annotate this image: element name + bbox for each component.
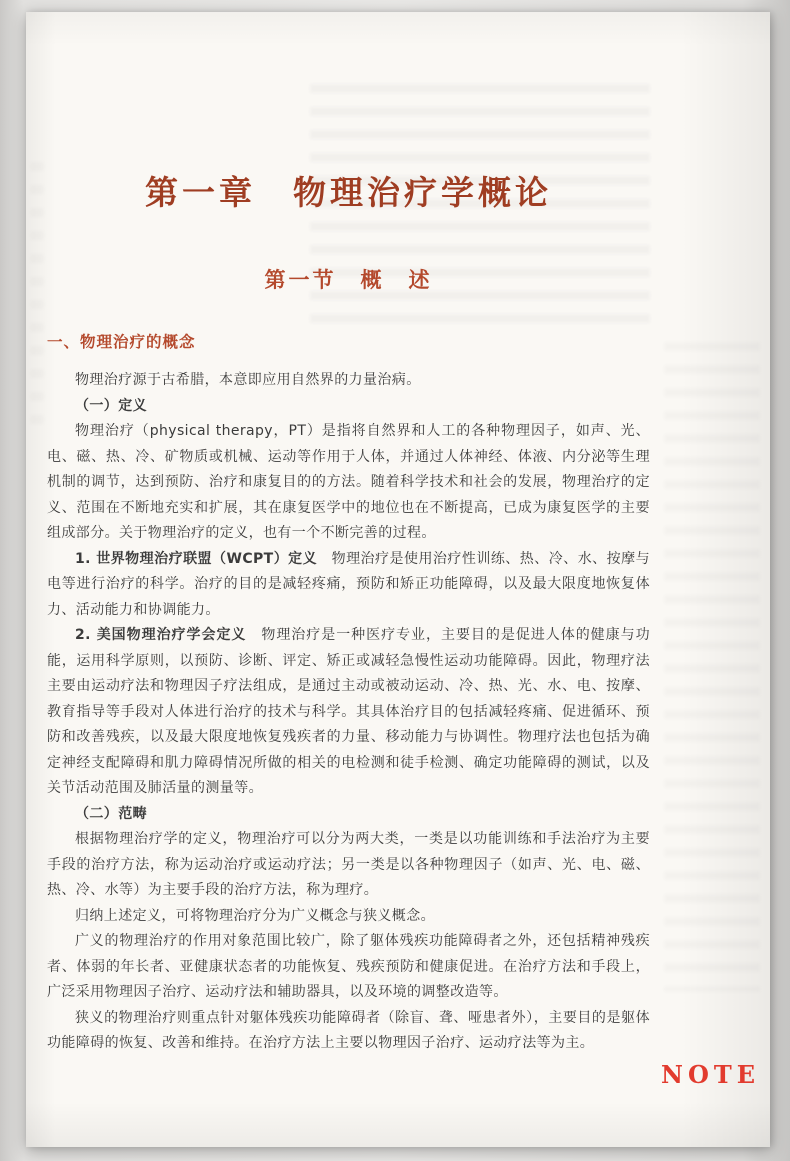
- apta-definition-lead: 2. 美国物理治疗学会定义: [75, 627, 247, 643]
- apta-definition-text: 物理治疗是一种医疗专业，主要目的是促进人体的健康与功能，运用科学原则，以预防、诊断、评定、矫正或减轻急慢性运动功能障碍。因此，物理疗法主要由运动疗法和物理因子疗法组成，是通过主动或被动运动、冷、热、光、水、电、按摩、教育指导等手段对人体进行治疗的技术与科学。其具体治疗目的包括减轻疼痛、促进循环、预防和改善残疾，以及最大限度地恢复残疾者的力量、移动能力与协调性。物理疗法也包括为确定神经支配障碍和肌力障碍情况所做的相关的电检测和徒手检测、确定功能障碍的测试，以及关节活动范围及肺活量的测量等。: [47, 627, 650, 796]
- paragraph-broad-definition: 广义的物理治疗的作用对象范围比较广，除了躯体残疾功能障碍者之外，还包括精神残疾者、体弱的年长者、亚健康状态者的功能恢复、残疾预防和健康促进。在治疗方法和手段上，广泛采用物理因子治疗、运动疗法和辅助器具，以及环境的调整改造等。: [47, 933, 650, 1000]
- wcpt-definition-lead: 1. 世界物理治疗联盟（WCPT）定义: [75, 550, 318, 567]
- paragraph-apta-definition: [47, 623, 650, 802]
- chapter-title: 第一章 物理治疗学概论: [145, 173, 552, 212]
- note-label: NOTE: [661, 1060, 760, 1089]
- paragraph-narrow-definition: 狭义的物理治疗则重点针对躯体残疾功能障碍者（除盲、聋、哑患者外），主要目的是躯体功能障碍的恢复、改善和维持。在治疗方法上主要以物理因子治疗、运动疗法等为主。: [47, 1009, 650, 1051]
- bleed-through-text: [30, 162, 44, 432]
- paragraph-definition: 物理治疗（physical therapy，PT）是指将自然界和人工的各种物理因子，如声、光、电、磁、热、冷、矿物质或机械、运动等作用于人体，并通过人体神经、体液、内分泌等生理机制的调节，达到预防、治疗和康复目的的方法。随着科学技术和社会的发展，物理治疗的定义、范围在不断地充实和扩展，其在康复医学中的地位也在不断提高，已成为康复医学的主要组成部分。关于物理治疗的定义，也有一个不断完善的过程。: [47, 423, 650, 541]
- wcpt-definition-text: 物理治疗是使用治疗性训练、热、冷、水、按摩与电等进行治疗的科学。治疗的目的是减轻疼痛，预防和矫正功能障碍，以及最大限度地恢复体力、活动能力和协调能力。: [47, 550, 650, 618]
- section-title: 第一节 概 述: [264, 268, 433, 292]
- paragraph-wcpt-definition: [47, 547, 650, 624]
- paragraph-origin: 物理治疗源于古希腊，本意即应用自然界的力量治病。: [75, 372, 421, 388]
- heading-concept: 一、物理治疗的概念: [47, 333, 196, 351]
- subheading-scope: （二）范畴: [75, 805, 147, 822]
- book-page: [26, 12, 770, 1147]
- bleed-through-text: [664, 342, 760, 992]
- paragraph-scope: 根据物理治疗学的定义，物理治疗可以分为两大类，一类是以功能训练和手法治疗为主要手段的治疗方法，称为运动治疗或运动疗法；另一类是以各种物理因子（如声、光、电、磁、热、冷、水等）为主要手段的治疗方法，称为理疗。: [47, 831, 650, 898]
- paragraph-summary: 归纳上述定义，可将物理治疗分为广义概念与狭义概念。: [75, 907, 435, 924]
- subheading-definition: （一）定义: [75, 397, 147, 414]
- page-content: [47, 12, 650, 1147]
